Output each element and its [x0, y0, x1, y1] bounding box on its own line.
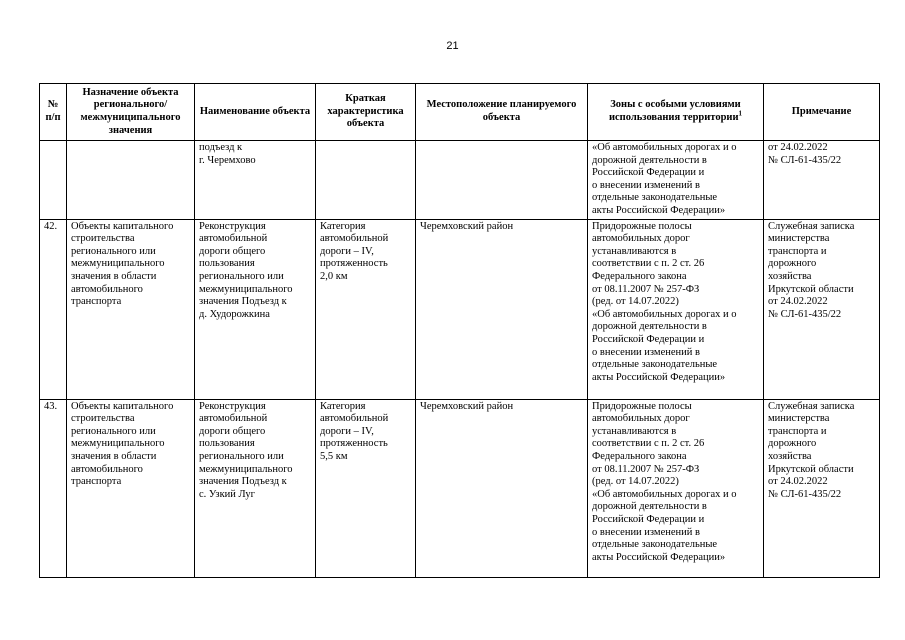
row-note: Служебная записка министерства транспорта и дорожного хозяйства Иркутской области от 24.02.2022 № СЛ-61-435/22	[764, 219, 880, 399]
header-note: Примечание	[764, 84, 880, 141]
row-name: Реконструкция автомобильной дороги общего пользования регионального или межмуниципального значения Подъезд к с. Узкий Луг	[195, 399, 316, 577]
row-location: Черемховский район	[416, 219, 588, 399]
header-zones	[588, 84, 764, 141]
row-name: Реконструкция автомобильной дороги общего пользования регионального или межмуниципального значения Подъезд к д. Худорожкина	[195, 219, 316, 399]
row-number	[40, 141, 67, 220]
page-number: 21	[446, 40, 459, 52]
row-note: Служебная записка министерства транспорта и дорожного хозяйства Иркутской области от 24.02.2022 № СЛ-61-435/22	[764, 399, 880, 577]
header-zones-label: Зоны с особыми условиями использования территории	[608, 99, 741, 123]
header-zones-footnote: 1	[738, 109, 743, 118]
table-row	[40, 219, 880, 399]
row-purpose	[67, 141, 195, 220]
header-location: Местоположение планируемого объекта	[416, 84, 588, 141]
row-characteristic: Категория автомобильной дороги – IV, протяженность 2,0 км	[316, 219, 416, 399]
row-note: от 24.02.2022 № СЛ-61-435/22	[764, 141, 880, 220]
row-zones: Придорожные полосы автомобильных дорог устанавливаются в соответствии с п. 2 ст. 26 Федерального закона от 08.11.2007 № 257-ФЗ (ред. от 14.07.2022) «Об автомобильных дорогах и о дорожной деятельности в Российской Федерации и о внесении изменений в отдельные законодательные акты Российской Федерации»	[588, 399, 764, 577]
row-number: 42.	[40, 219, 67, 399]
row-location: Черемховский район	[416, 399, 588, 577]
row-characteristic	[316, 141, 416, 220]
table-header-row	[40, 84, 880, 141]
header-name: Наименование объекта	[195, 84, 316, 141]
row-number: 43.	[40, 399, 67, 577]
row-purpose: Объекты капитального строительства регионального или межмуниципального значения в области автомобильного транспорта	[67, 399, 195, 577]
table-row	[40, 399, 880, 577]
table-row	[40, 141, 880, 220]
header-characteristic: Краткая характеристика объекта	[316, 84, 416, 141]
row-name: подъезд к г. Черемхово	[195, 141, 316, 220]
header-number: № п/п	[40, 84, 67, 141]
row-location	[416, 141, 588, 220]
row-purpose: Объекты капитального строительства регионального или межмуниципального значения в области автомобильного транспорта	[67, 219, 195, 399]
row-characteristic: Категория автомобильной дороги – IV, протяженность 5,5 км	[316, 399, 416, 577]
header-purpose: Назначение объекта регионального/ межмуниципального значения	[67, 84, 195, 141]
objects-table	[39, 83, 880, 578]
row-zones: «Об автомобильных дорогах и о дорожной деятельности в Российской Федерации и о внесении изменений в отдельные законодательные акты Российской Федерации»	[588, 141, 764, 220]
row-zones: Придорожные полосы автомобильных дорог устанавливаются в соответствии с п. 2 ст. 26 Федерального закона от 08.11.2007 № 257-ФЗ (ред. от 14.07.2022) «Об автомобильных дорогах и о дорожной деятельности в Российской Федерации и о внесении изменений в отдельные законодательные акты Российской Федерации»	[588, 219, 764, 399]
